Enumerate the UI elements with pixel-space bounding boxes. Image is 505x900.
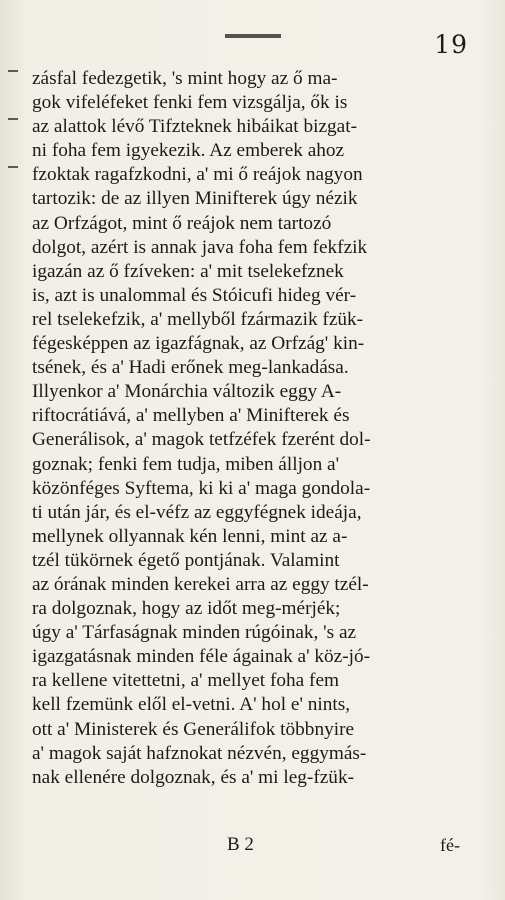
text-line: ni foha fem igyekezik. Az emberek ahoz xyxy=(32,140,345,162)
text-line: fzoktak ragafzkodni, a' mi ő reájok nagyon xyxy=(32,164,363,186)
catchword: fé- xyxy=(440,835,460,855)
margin-mark xyxy=(8,70,18,72)
text-line: igazgatásnak minden féle ágainak a' köz-jó- xyxy=(32,646,371,668)
text-line: ott a' Ministerek és Generálifok többnyire xyxy=(32,718,355,740)
text-line: az alattok lévő Tifzteknek hibáikat bizgat- xyxy=(32,116,358,138)
text-line: dolgot, azért is annak java foha fem fekfzik xyxy=(32,236,368,258)
page-number: 19 xyxy=(434,30,468,59)
text-line: úgy a' Tárfaságnak minden rúgóinak, 's az xyxy=(32,622,357,644)
text-line: is, azt is unalommal és Stóicufi hideg vér- xyxy=(32,284,357,306)
text-line: gok vifeléfeket fenki fem vizsgálja, ők is xyxy=(32,92,348,114)
text-line: ti után jár, és el-véfz az eggyfégnek ideája, xyxy=(32,501,362,523)
text-line: nak ellenére dolgoznak, és a' mi leg-fzük- xyxy=(32,766,355,788)
text-line: fégesképpen az igazfágnak, az Orfzág' kin- xyxy=(32,333,365,355)
margin-mark xyxy=(8,118,18,120)
text-line: mellynek ollyannak kén lenni, mint az a- xyxy=(32,525,348,547)
text-line: tartozik: de az illyen Minifterek úgy nézik xyxy=(32,188,358,210)
text-line: ra kellene vitettetni, a' mellyet foha fem xyxy=(32,670,340,692)
text-line: ra dolgoznak, hogy az időt meg-mérjék; xyxy=(32,598,341,620)
text-line: goznak; fenki fem tudja, miben álljon a' xyxy=(32,453,340,475)
text-line: kell fzemünk elől el-vetni. A' hol e' nints, xyxy=(32,694,351,716)
text-line: az Orfzágot, mint ő reájok nem tartozó xyxy=(32,212,332,234)
header-ornament-rule xyxy=(225,34,281,38)
text-line: zásfal fedezgetik, 's mint hogy az ő ma- xyxy=(32,68,338,89)
signature-mark: B 2 xyxy=(227,834,254,855)
text-line: a' magok saját hafznokat nézvén, eggymás- xyxy=(32,742,367,764)
text-line: közönféges Syftema, ki ki a' maga gondola- xyxy=(32,477,371,499)
text-line: Illyenkor a' Monárchia változik eggy A- xyxy=(32,381,342,403)
text-line: riftocrátiává, a' mellyben a' Minifterek és xyxy=(32,405,350,427)
text-line: tsének, és a' Hadi erőnek meg-lankadása. xyxy=(32,357,349,379)
text-line: igazán az ő fzíveken: a' mit tselekefznek xyxy=(32,260,344,282)
margin-mark xyxy=(8,166,18,168)
text-line: Generálisok, a' magok tetfzéfek fzerént dol- xyxy=(32,429,371,451)
text-line: az órának minden kerekei arra az eggy tzél- xyxy=(32,573,369,595)
text-line: rel tselekefzik, a' mellyből fzármazik fzük- xyxy=(32,308,364,330)
text-line: tzél tükörnek égető pontjának. Valamint xyxy=(32,549,340,571)
body-text xyxy=(32,67,487,790)
